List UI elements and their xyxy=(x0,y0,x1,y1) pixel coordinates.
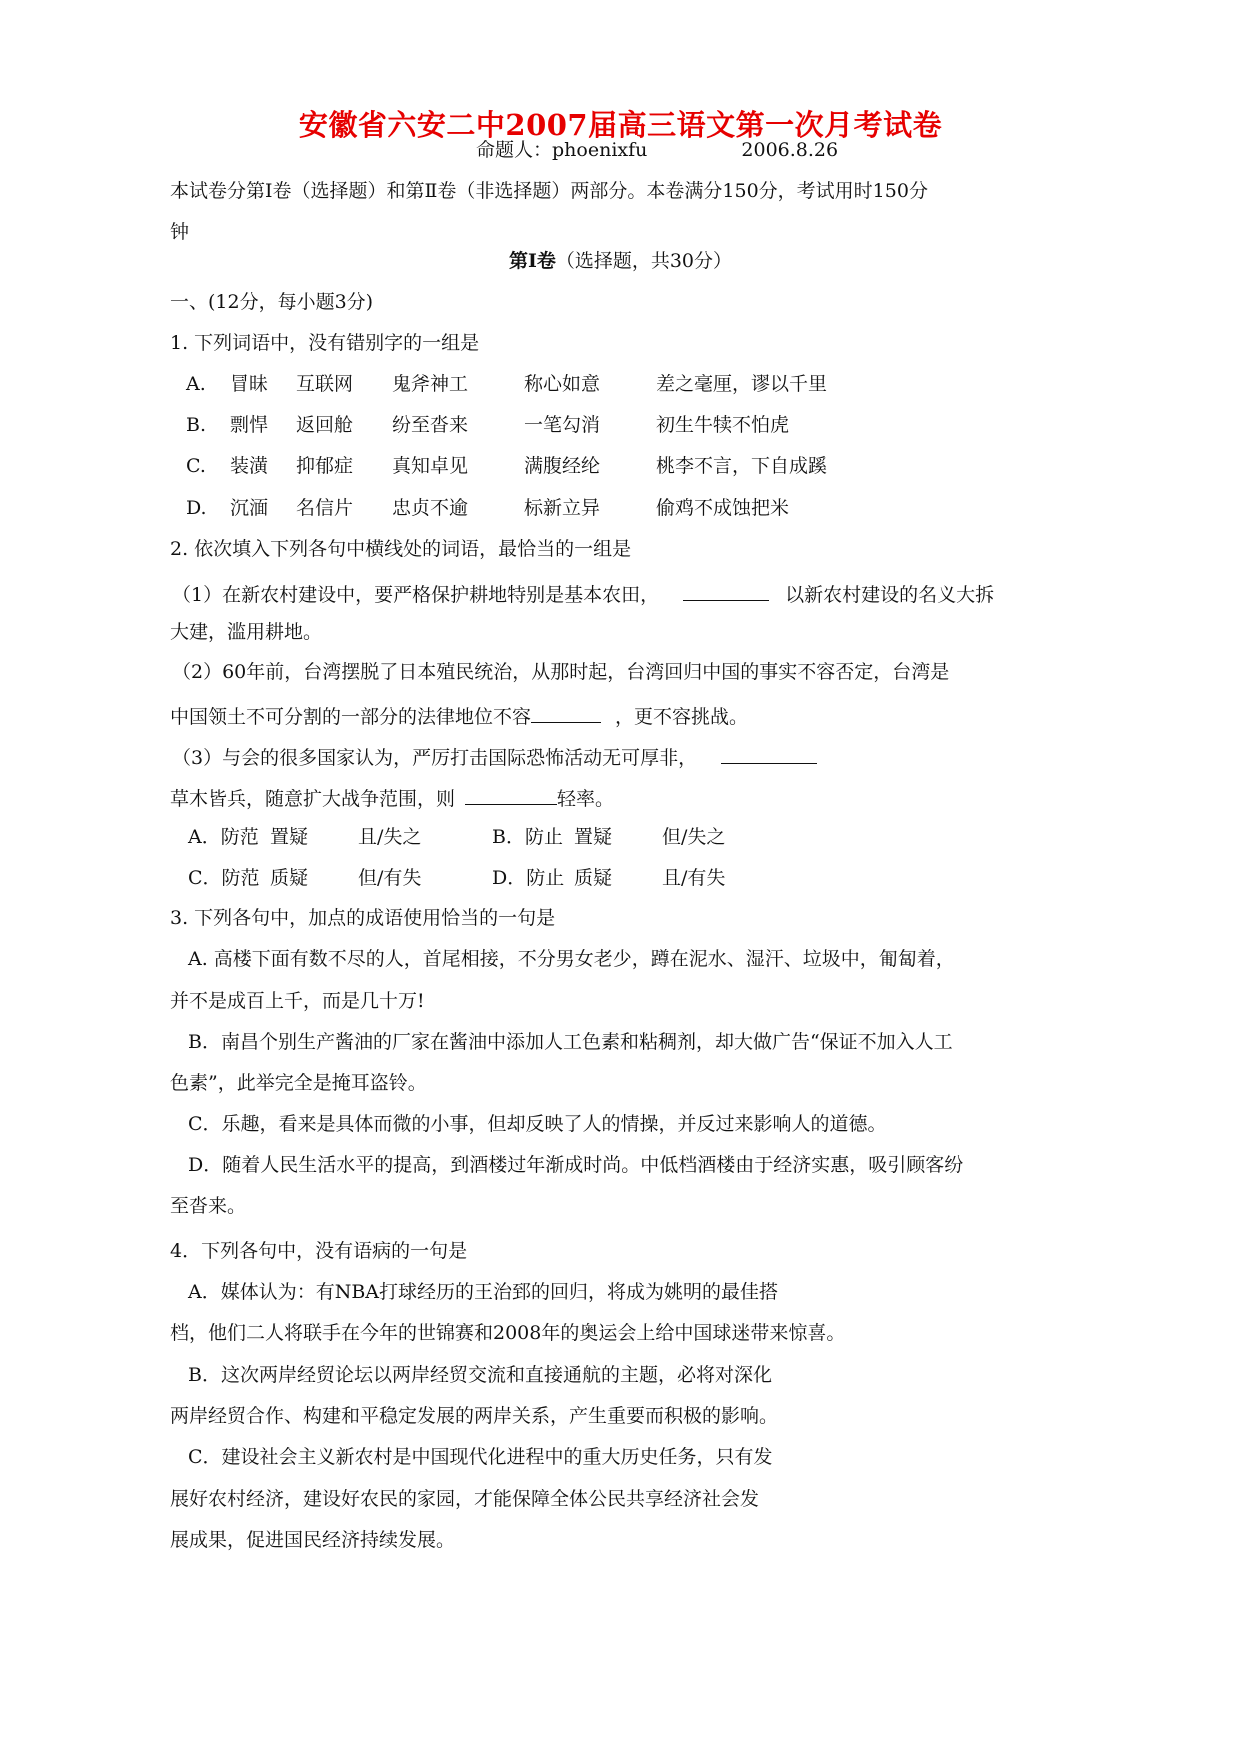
q3-line-b1: B．南昌个别生产酱油的厂家在酱油中添加人工色素和粘稠剂，却大做广告“保证不加入人工 xyxy=(188,1031,953,1053)
q2-s3-cont xyxy=(170,786,614,809)
q1-option-word: 初生牛犊不怕虎 xyxy=(656,414,790,436)
q1-option-word: 满腹经纶 xyxy=(524,455,601,477)
q4-line-c3: 展成果，促进国民经济持续发展。 xyxy=(170,1529,456,1551)
q2-option-letter-word: A．防范 xyxy=(188,826,259,848)
q1-option-word: 标新立异 xyxy=(524,497,601,519)
q2-s2-text-b: ，更不容挑战。 xyxy=(615,706,749,728)
q2-s2-blank xyxy=(531,704,601,723)
q1-option-word: 剽悍 xyxy=(230,414,269,436)
q1-option-word: 纷至沓来 xyxy=(392,414,469,436)
q1-option-word: 鬼斧神工 xyxy=(392,373,469,395)
q2-option-word: 质疑 xyxy=(270,867,309,889)
q1-option-letter: A. xyxy=(186,373,206,395)
q1-option-word: 忠贞不逾 xyxy=(392,497,469,519)
intro-line-2: 钟 xyxy=(170,221,190,243)
q4-stem: 4．下列各句中，没有语病的一句是 xyxy=(170,1240,468,1262)
q2-option-word: 且/失之 xyxy=(358,826,422,848)
q2-option-letter-word: C．防范 xyxy=(188,867,260,889)
byline xyxy=(476,141,838,160)
section-heading-rest: （选择题，共30分） xyxy=(555,250,733,272)
q1-option-word: 装潢 xyxy=(230,455,269,477)
q1-option-word: 称心如意 xyxy=(524,373,601,395)
q2-s3-blank-2 xyxy=(465,786,557,805)
q3-line-a2: 并不是成百上千，而是几十万! xyxy=(170,990,425,1012)
q1-option-word: 返回舱 xyxy=(296,414,354,436)
q2-s3-blank-1 xyxy=(721,745,817,764)
date: 2006.8.26 xyxy=(741,139,839,161)
q4-line-a2: 档，他们二人将联手在今年的世锦赛和2008年的奥运会上给中国球迷带来惊喜。 xyxy=(170,1322,846,1344)
q2-option-letter-word: D．防止 xyxy=(492,867,565,889)
q1-option-word: 真知卓见 xyxy=(392,455,469,477)
q4-line-c1: C．建设社会主义新农村是中国现代化进程中的重大历史任务，只有发 xyxy=(188,1446,773,1468)
q2-option-letter-word: B．防止 xyxy=(492,826,563,848)
q2-stem: 2. 依次填入下列各句中横线处的词语，最恰当的一组是 xyxy=(170,538,632,560)
q1-option-letter: C. xyxy=(186,455,206,477)
q1-option-word: 桃李不言，下自成蹊 xyxy=(656,455,828,477)
q2-option-word: 但/有失 xyxy=(358,867,422,889)
q4-line-c2: 展好农村经济，建设好农民的家园，才能保障全体公民共享经济社会发 xyxy=(170,1488,760,1510)
q2-s1-blank xyxy=(683,582,769,601)
q2-s3-text-c: 轻率。 xyxy=(557,788,615,810)
q1-option-word: 沉湎 xyxy=(230,497,269,519)
q2-option-word: 质疑 xyxy=(574,867,613,889)
q2-s1-text-b: 以新农村建设的名义大拆 xyxy=(785,584,995,606)
q3-stem: 3. 下列各句中，加点的成语使用恰当的一句是 xyxy=(170,907,556,929)
section-heading xyxy=(0,252,1241,271)
q2-s2-text-a: 中国领土不可分割的一部分的法律地位不容 xyxy=(170,706,532,728)
q2-sentence-3 xyxy=(172,745,817,768)
q1-option-letter: B. xyxy=(186,414,207,436)
q1-option-word: 互联网 xyxy=(296,373,354,395)
q1-option-word: 差之毫厘，谬以千里 xyxy=(656,373,828,395)
q3-line-a1: A. 高楼下面有数不尽的人，首尾相接，不分男女老少，蹲在泥水、湿汗、垃圾中，匍匐着， xyxy=(188,948,955,970)
q3-line-d1: D．随着人民生活水平的提高，到酒楼过年渐成时尚。中低档酒楼由于经济实惠，吸引顾客纷 xyxy=(188,1154,964,1176)
q2-s1-text-a: （1）在新农村建设中，要严格保护耕地特别是基本农田， xyxy=(172,584,660,606)
q2-option-word: 但/失之 xyxy=(662,826,726,848)
q3-line-c: C．乐趣，看来是具体而微的小事，但却反映了人的情操，并反过来影响人的道德。 xyxy=(188,1113,887,1135)
q2-s2-cont xyxy=(170,704,748,727)
q1-option-word: 一笔勾消 xyxy=(524,414,601,436)
q1-option-word: 偷鸡不成蚀把米 xyxy=(656,497,790,519)
exam-title: 安徽省六安二中2007届高三语文第一次月考试卷 xyxy=(298,108,943,142)
q2-option-word: 且/有失 xyxy=(662,867,726,889)
q3-line-d2: 至沓来。 xyxy=(170,1195,247,1217)
author: 命题人：phoenixfu xyxy=(476,139,648,161)
q1-option-letter: D. xyxy=(186,497,207,519)
q1-option-word: 抑郁症 xyxy=(296,455,354,477)
q2-s3-text-a: （3）与会的很多国家认为，严厉打击国际恐怖活动无可厚非， xyxy=(172,747,698,769)
q4-line-b2: 两岸经贸合作、构建和平稳定发展的两岸关系，产生重要而积极的影响。 xyxy=(170,1405,779,1427)
q4-line-a1: A．媒体认为：有NBA打球经历的王治郅的回归，将成为姚明的最佳搭 xyxy=(188,1281,779,1303)
q2-sentence-1 xyxy=(172,582,994,605)
q2-option-word: 置疑 xyxy=(270,826,309,848)
q1-option-word: 名信片 xyxy=(296,497,354,519)
intro-line-1: 本试卷分第Ⅰ卷（选择题）和第Ⅱ卷（非选择题）两部分。本卷满分150分，考试用时150分 xyxy=(170,180,928,202)
q1-option-word: 冒昧 xyxy=(230,373,269,395)
q2-sentence-2: （2）60年前，台湾摆脱了日本殖民统治，从那时起，台湾回归中国的事实不容否定，台湾是 xyxy=(172,661,950,683)
q4-line-b1: B．这次两岸经贸论坛以两岸经贸交流和直接通航的主题，必将对深化 xyxy=(188,1364,772,1386)
section-heading-bold: 第Ⅰ卷 xyxy=(508,250,556,272)
q2-s3-text-b: 草木皆兵，随意扩大战争范围，则 xyxy=(170,788,456,810)
q2-s1-cont: 大建，滥用耕地。 xyxy=(170,621,323,643)
part-heading: 一、(12分，每小题3分) xyxy=(170,291,374,313)
q2-option-word: 置疑 xyxy=(574,826,613,848)
q1-stem: 1. 下列词语中，没有错别字的一组是 xyxy=(170,332,480,354)
q3-line-b2: 色素”，此举完全是掩耳盗铃。 xyxy=(170,1072,427,1094)
